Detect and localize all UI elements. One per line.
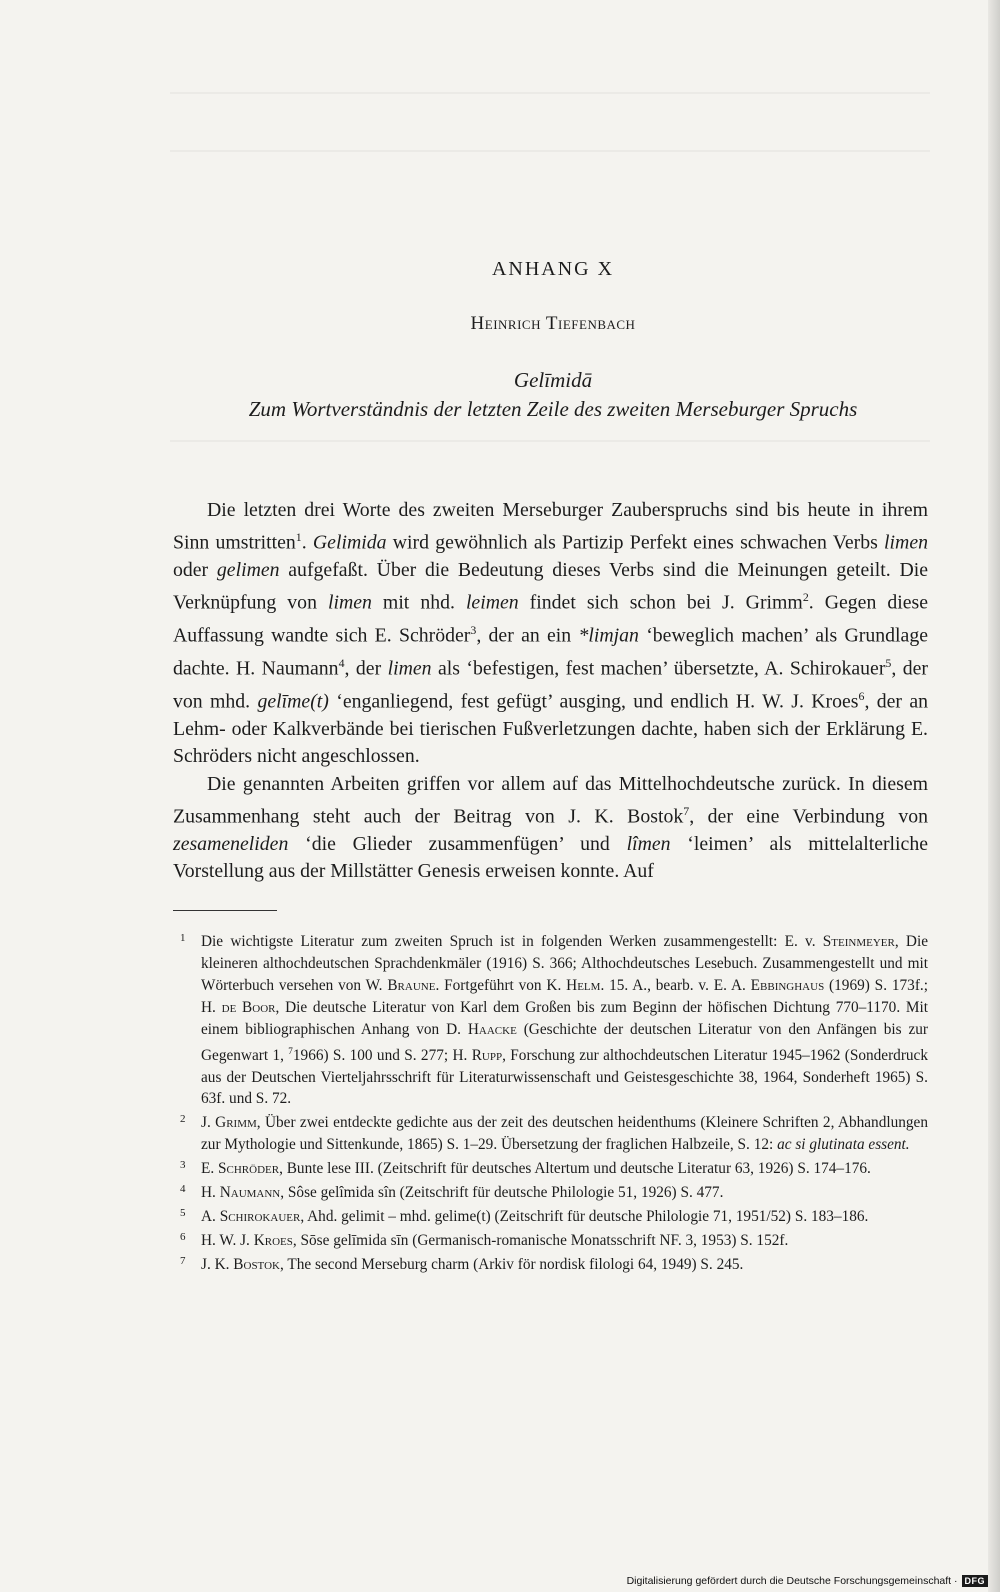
text-run: als ‘befestigen, fest machen’ übersetzte, A. Schirokauer bbox=[431, 657, 886, 680]
body-text bbox=[173, 497, 928, 885]
italic-term: zesameneliden bbox=[173, 832, 289, 855]
footnote-ref: 5 bbox=[885, 656, 892, 671]
italic-term: ac si glutinata essent. bbox=[777, 1136, 910, 1154]
dfg-logo: DFG bbox=[962, 1575, 989, 1587]
text-run: H. W. J. bbox=[201, 1231, 254, 1249]
footnote-ref: 7 bbox=[288, 1045, 293, 1056]
text-run: . bbox=[301, 531, 313, 554]
text-run: , Sôse gelîmida sîn (Zeitschrift für deutsche Philologie 51, 1926) S. 477. bbox=[280, 1184, 724, 1202]
footnote-ref: 1 bbox=[295, 530, 302, 545]
italic-term: gelimen bbox=[216, 559, 280, 582]
author-surname: Rupp bbox=[471, 1046, 503, 1064]
footnotes bbox=[173, 931, 928, 1278]
footnote-ref: 7 bbox=[683, 803, 690, 818]
text-run: (1969) S. 173f.; H. bbox=[201, 976, 928, 1016]
text-run: A. bbox=[201, 1207, 220, 1225]
italic-term: lîmen bbox=[626, 832, 671, 855]
text-run: . Fortgeführt von K. bbox=[435, 976, 567, 994]
text-run: , The second Merseburg charm (Arkiv för nordisk filologi 64, 1949) S. 245. bbox=[279, 1255, 744, 1273]
author-surname: Bostok bbox=[233, 1255, 280, 1273]
appendix-heading: ANHANG X bbox=[491, 258, 615, 280]
text-run: , der an ein bbox=[476, 624, 579, 647]
text-run: . Gegen diese Auffassung wandte sich E. Schröder bbox=[173, 592, 928, 647]
italic-term: limen bbox=[327, 592, 372, 615]
credit-text: Digitalisierung gefördert durch die Deutsche Forschungsgemeinschaft · bbox=[626, 1575, 958, 1587]
footnote bbox=[173, 1158, 928, 1180]
author-surname: Helm bbox=[566, 976, 601, 994]
author-surname: Kroes bbox=[253, 1231, 293, 1249]
text-run: J. bbox=[201, 1114, 216, 1132]
footnote-number: 7 bbox=[180, 1254, 186, 1267]
text-run: findet sich schon bei J. Grimm bbox=[518, 592, 803, 615]
text-run: . 15. A., bearb. v. E. A. bbox=[600, 976, 751, 994]
footnote-number: 3 bbox=[180, 1159, 186, 1172]
author-surname: Braune bbox=[387, 976, 436, 994]
footnote-ref: 4 bbox=[338, 656, 345, 671]
footnote bbox=[173, 1112, 928, 1156]
footnote-rule bbox=[173, 910, 277, 911]
title-line-1: Gelīmidā bbox=[513, 368, 593, 392]
bleed-through-line bbox=[170, 150, 930, 152]
italic-term: gelīme(t) bbox=[257, 690, 329, 713]
text-run: , der bbox=[344, 657, 388, 680]
footnote bbox=[173, 1254, 928, 1276]
text-run: , Forschung zur althochdeutschen Literatur 1945–1962 (Sonderdruck aus der Deutschen Vierteljahrsschrift für Literaturwissenschaft und Geistesgeschichte 38, 1964, Sonderheft 1965) S. 63f. und S. 72. bbox=[201, 1046, 928, 1108]
author-surname: Steinmeyer bbox=[822, 933, 895, 950]
footnote-number: 4 bbox=[180, 1183, 186, 1196]
text-run: aufgefaßt. Über die Bedeutung dieses Verbs sind die Meinungen geteilt. Die Verknüpfung von bbox=[173, 559, 929, 615]
author-surname: Haacke bbox=[467, 1020, 517, 1038]
footnote bbox=[173, 1182, 928, 1204]
text-run: , Bunte lese III. (Zeitschrift für deutsches Altertum und deutsche Literatur 63, 1926) S. 174–176. bbox=[279, 1160, 871, 1178]
author-surname: Schirokauer bbox=[219, 1207, 301, 1225]
text-run: Die letzten drei Worte des zweiten Merseburger Zauberspruchs sind bis heute in ihrem Sinn umstritten bbox=[173, 499, 928, 554]
text-run: , der eine Verbindung von bbox=[689, 805, 929, 828]
bleed-through-line bbox=[170, 440, 930, 442]
body-paragraph bbox=[173, 771, 928, 886]
author-surname: Schröder bbox=[218, 1160, 280, 1178]
footnote bbox=[173, 1230, 928, 1252]
author-name: Heinrich Tiefenbach bbox=[470, 313, 636, 334]
italic-term: *limjan bbox=[578, 624, 639, 647]
text-run: J. K. bbox=[201, 1255, 234, 1273]
author-surname: de Boor bbox=[221, 998, 276, 1016]
text-run: ‘beweglich machen’ als Grundlage dachte. H. Naumann bbox=[173, 624, 928, 680]
author-surname: Grimm bbox=[215, 1114, 257, 1132]
italic-term: Gelimida bbox=[312, 531, 387, 554]
footnote-number: 5 bbox=[180, 1206, 186, 1219]
text-run: , Ahd. gelimit – mhd. gelime(t) (Zeitschrift für deutsche Philologie 71, 1951/52) S. 183–186. bbox=[300, 1207, 869, 1225]
article-title bbox=[173, 366, 933, 424]
footnote-number: 2 bbox=[180, 1113, 186, 1126]
body-paragraph bbox=[173, 497, 928, 771]
footnote-ref: 6 bbox=[858, 689, 865, 704]
text-run: E. bbox=[201, 1160, 218, 1178]
author-surname: Naumann bbox=[219, 1184, 281, 1202]
author-surname: Ebbinghaus bbox=[750, 976, 825, 994]
text-run: Die wichtigste Literatur zum zweiten Spruch ist in folgenden Werken zusammengestellt: E. v. bbox=[201, 933, 823, 950]
text-run: (Geschichte der deutschen Literatur von den Anfängen bis zur Gegenwart 1, bbox=[201, 1020, 928, 1064]
text-run: ‘die Glieder zusammenfügen’ und bbox=[288, 832, 627, 855]
footnote-ref: 2 bbox=[802, 590, 809, 605]
footnote bbox=[173, 1206, 928, 1228]
text-run: , Sōse gelīmida sīn (Germanisch-romanische Monatsschrift NF. 3, 1953) S. 152f. bbox=[292, 1231, 789, 1249]
footnote-number: 1 bbox=[180, 932, 186, 944]
text-run: , Über zwei entdeckte gedichte aus der zeit des deutschen heidenthums (Kleinere Schriften 2, Abhandlungen zur Mythologie und Sittenkunde, 1865) S. 1–29. Übersetzung der fraglichen Halbzeile, S. 12: bbox=[201, 1114, 928, 1154]
footnote-ref: 3 bbox=[470, 623, 477, 638]
text-run: oder bbox=[173, 559, 217, 582]
digitization-credit bbox=[627, 1575, 988, 1587]
text-run: 1966) S. 100 und S. 277; H. bbox=[292, 1046, 472, 1064]
text-run: , der von mhd. bbox=[173, 657, 928, 713]
italic-term: limen bbox=[884, 531, 928, 554]
text-run: Die genannten Arbeiten griffen vor allem auf das Mittelhochdeutsche zurück. In diesem Zusammenhang steht auch der Beitrag von J. K. Bostok bbox=[173, 772, 928, 828]
footnote bbox=[173, 931, 928, 1110]
text-run: , Die deutsche Literatur von Karl dem Großen bis zum Beginn der höfischen Dichtung 770–1170. Mit einem bibliographischen Anhang von D. bbox=[201, 998, 928, 1038]
italic-term: limen bbox=[387, 657, 432, 680]
footnote-number: 6 bbox=[180, 1230, 186, 1243]
text-run: ‘leimen’ als mittelalterliche Vorstellung aus der Millstätter Genesis erweisen konnte. Auf bbox=[173, 832, 929, 883]
text-run: H. bbox=[201, 1184, 220, 1202]
text-run: , Die kleineren althochdeutschen Sprachdenkmäler (1916) S. 366; Althochdeutsches Lesebuch. Zusammengestellt und mit Wörterbuch versehen von W. bbox=[201, 933, 928, 994]
scan-edge-shadow bbox=[988, 0, 1000, 1592]
italic-term: leimen bbox=[465, 592, 519, 615]
text-run: wird gewöhnlich als Partizip Perfekt eines schwachen Verbs bbox=[386, 531, 885, 554]
title-line-2: Zum Wortverständnis der letzten Zeile des zweiten Merseburger Spruchs bbox=[248, 397, 858, 421]
text-run: mit nhd. bbox=[371, 592, 466, 615]
text-run: ‘enganliegend, fest gefügt’ ausging, und endlich H. W. J. Kroes bbox=[328, 690, 859, 713]
bleed-through-line bbox=[170, 92, 930, 94]
text-run: , der an Lehm- oder Kalkverbände bei tierischen Fußverletzungen dachte, haben sich der Erklärung E. Schröders nicht angeschlossen. bbox=[173, 690, 929, 768]
